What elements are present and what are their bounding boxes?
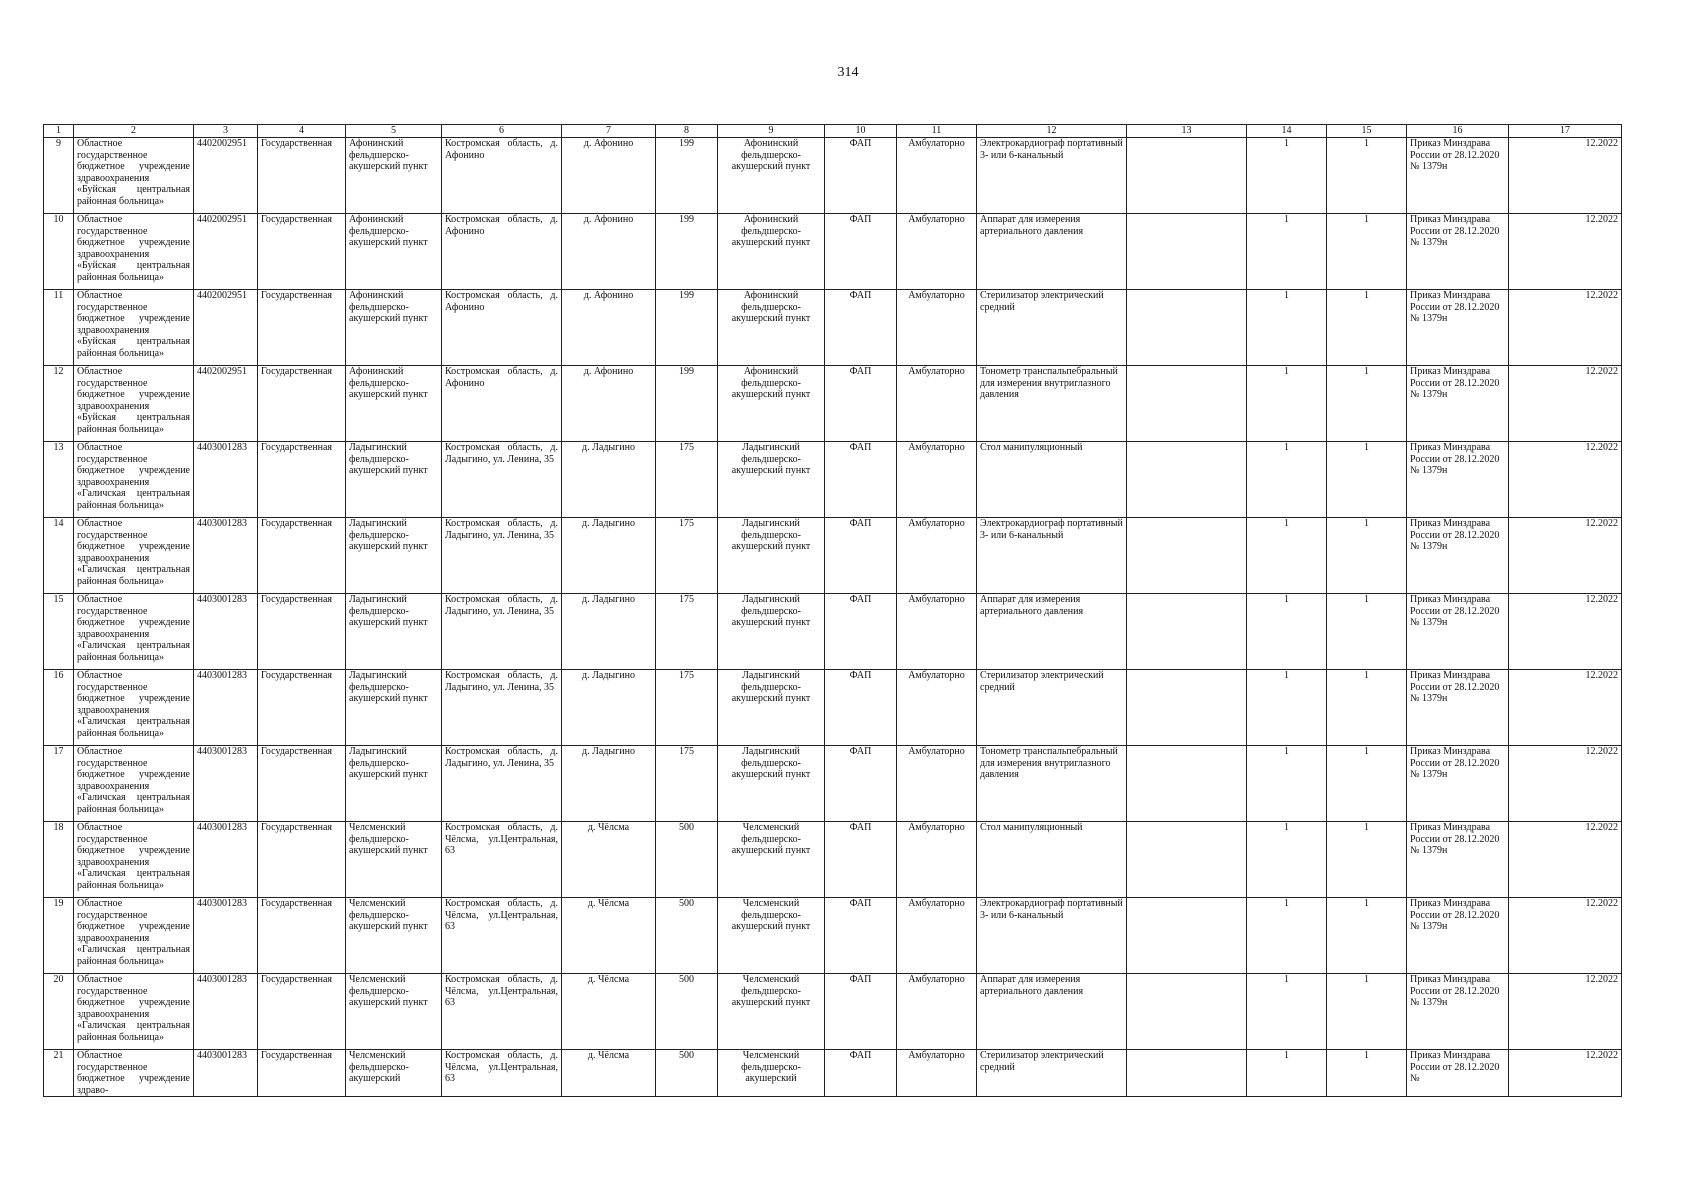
inn-cell: 4403001283: [194, 974, 258, 1050]
population-cell: 175: [656, 746, 718, 822]
date-cell: 12.2022: [1509, 822, 1622, 898]
column-13-cell: [1127, 442, 1247, 518]
table-row: [44, 138, 1622, 214]
ownership-cell: Государственная: [258, 138, 346, 214]
row-number-cell: 21: [44, 1050, 74, 1097]
locality-cell: д. Чёлсма: [562, 1050, 656, 1097]
facility-cell: Ладыгинский фельдшерско-акушерский пункт: [718, 670, 825, 746]
care-form-cell: Амбулаторно: [897, 518, 977, 594]
ownership-cell: Государственная: [258, 290, 346, 366]
locality-cell: д. Ладыгино: [562, 594, 656, 670]
date-cell: 12.2022: [1509, 442, 1622, 518]
quantity-cell: 1: [1247, 518, 1327, 594]
locality-cell: д. Ладыгино: [562, 518, 656, 594]
address-cell: Костромская область, д. Ладыгино, ул. Ленина, 35: [442, 746, 562, 822]
facility-type-cell: ФАП: [825, 670, 897, 746]
date-cell: 12.2022: [1509, 290, 1622, 366]
facility-type-cell: ФАП: [825, 518, 897, 594]
ownership-cell: Государственная: [258, 366, 346, 442]
care-form-cell: Амбулаторно: [897, 138, 977, 214]
locality-cell: д. Афонино: [562, 138, 656, 214]
ownership-cell: Государственная: [258, 974, 346, 1050]
locality-cell: д. Чёлсма: [562, 974, 656, 1050]
care-form-cell: Амбулаторно: [897, 442, 977, 518]
column-header: 14: [1247, 125, 1327, 138]
address-cell: Костромская область, д. Афонино: [442, 290, 562, 366]
row-number-cell: 9: [44, 138, 74, 214]
quantity-cell: 1: [1327, 670, 1407, 746]
equipment-cell: Аппарат для измерения артериального давления: [977, 974, 1127, 1050]
column-header: 11: [897, 125, 977, 138]
ownership-cell: Государственная: [258, 594, 346, 670]
unit-name-cell: Афонинский фельдшерско-акушерский пункт: [346, 214, 442, 290]
facility-type-cell: ФАП: [825, 898, 897, 974]
locality-cell: д. Ладыгино: [562, 670, 656, 746]
organization-cell: Областное государственное бюджетное учреждение здравоохранения «Галичская центральная районная больница»: [74, 974, 194, 1050]
locality-cell: д. Афонино: [562, 214, 656, 290]
ownership-cell: Государственная: [258, 1050, 346, 1097]
ownership-cell: Государственная: [258, 214, 346, 290]
row-number-cell: 10: [44, 214, 74, 290]
equipment-cell: Тонометр транспальпебральный для измерения внутриглазного давления: [977, 366, 1127, 442]
population-cell: 175: [656, 518, 718, 594]
inn-cell: 4403001283: [194, 746, 258, 822]
quantity-cell: 1: [1247, 746, 1327, 822]
column-13-cell: [1127, 594, 1247, 670]
care-form-cell: Амбулаторно: [897, 214, 977, 290]
column-13-cell: [1127, 822, 1247, 898]
facility-type-cell: ФАП: [825, 1050, 897, 1097]
ownership-cell: Государственная: [258, 670, 346, 746]
equipment-cell: Аппарат для измерения артериального давления: [977, 594, 1127, 670]
organization-cell: Областное государственное бюджетное учреждение здравоохранения «Галичская центральная районная больница»: [74, 898, 194, 974]
facility-cell: Афонинский фельдшерско-акушерский пункт: [718, 138, 825, 214]
registry-body: [44, 138, 1622, 1097]
facility-cell: Ладыгинский фельдшерско-акушерский пункт: [718, 594, 825, 670]
date-cell: 12.2022: [1509, 1050, 1622, 1097]
quantity-cell: 1: [1327, 442, 1407, 518]
inn-cell: 4402002951: [194, 214, 258, 290]
inn-cell: 4403001283: [194, 594, 258, 670]
facility-type-cell: ФАП: [825, 974, 897, 1050]
unit-name-cell: Ладыгинский фельдшерско-акушерский пункт: [346, 594, 442, 670]
population-cell: 500: [656, 822, 718, 898]
row-number-cell: 20: [44, 974, 74, 1050]
locality-cell: д. Ладыгино: [562, 442, 656, 518]
facility-cell: Афонинский фельдшерско-акушерский пункт: [718, 290, 825, 366]
quantity-cell: 1: [1327, 518, 1407, 594]
column-13-cell: [1127, 366, 1247, 442]
unit-name-cell: Ладыгинский фельдшерско-акушерский пункт: [346, 518, 442, 594]
ownership-cell: Государственная: [258, 746, 346, 822]
date-cell: 12.2022: [1509, 366, 1622, 442]
table-row: [44, 898, 1622, 974]
column-13-cell: [1127, 290, 1247, 366]
quantity-cell: 1: [1327, 746, 1407, 822]
date-cell: 12.2022: [1509, 974, 1622, 1050]
facility-cell: Ладыгинский фельдшерско-акушерский пункт: [718, 442, 825, 518]
inn-cell: 4402002951: [194, 366, 258, 442]
ownership-cell: Государственная: [258, 822, 346, 898]
organization-cell: Областное государственное бюджетное учреждение здраво-: [74, 1050, 194, 1097]
row-number-cell: 13: [44, 442, 74, 518]
quantity-cell: 1: [1247, 1050, 1327, 1097]
care-form-cell: Амбулаторно: [897, 366, 977, 442]
ownership-cell: Государственная: [258, 518, 346, 594]
locality-cell: д. Ладыгино: [562, 746, 656, 822]
unit-name-cell: Ладыгинский фельдшерско-акушерский пункт: [346, 746, 442, 822]
locality-cell: д. Чёлсма: [562, 898, 656, 974]
quantity-cell: 1: [1247, 822, 1327, 898]
facility-cell: Афонинский фельдшерско-акушерский пункт: [718, 366, 825, 442]
unit-name-cell: Челсменский фельдшерско-акушерский: [346, 1050, 442, 1097]
row-number-cell: 15: [44, 594, 74, 670]
unit-name-cell: Афонинский фельдшерско-акушерский пункт: [346, 366, 442, 442]
care-form-cell: Амбулаторно: [897, 670, 977, 746]
organization-cell: Областное государственное бюджетное учреждение здравоохранения «Буйская центральная районная больница»: [74, 290, 194, 366]
facility-type-cell: ФАП: [825, 594, 897, 670]
order-reference-cell: Приказ Минздрава России от 28.12.2020 № 1379н: [1407, 442, 1509, 518]
column-header: 3: [194, 125, 258, 138]
quantity-cell: 1: [1327, 898, 1407, 974]
quantity-cell: 1: [1247, 366, 1327, 442]
order-reference-cell: Приказ Минздрава России от 28.12.2020 № 1379н: [1407, 670, 1509, 746]
table-row: [44, 746, 1622, 822]
date-cell: 12.2022: [1509, 898, 1622, 974]
column-header: 7: [562, 125, 656, 138]
address-cell: Костромская область, д. Ладыгино, ул. Ленина, 35: [442, 518, 562, 594]
care-form-cell: Амбулаторно: [897, 974, 977, 1050]
facility-type-cell: ФАП: [825, 138, 897, 214]
order-reference-cell: Приказ Минздрава России от 28.12.2020 № 1379н: [1407, 138, 1509, 214]
facility-cell: Ладыгинский фельдшерско-акушерский пункт: [718, 746, 825, 822]
unit-name-cell: Афонинский фельдшерско-акушерский пункт: [346, 290, 442, 366]
unit-name-cell: Ладыгинский фельдшерско-акушерский пункт: [346, 442, 442, 518]
column-13-cell: [1127, 1050, 1247, 1097]
population-cell: 199: [656, 290, 718, 366]
column-13-cell: [1127, 898, 1247, 974]
unit-name-cell: Челсменский фельдшерско-акушерский пункт: [346, 974, 442, 1050]
column-13-cell: [1127, 670, 1247, 746]
population-cell: 199: [656, 366, 718, 442]
unit-name-cell: Челсменский фельдшерско-акушерский пункт: [346, 822, 442, 898]
order-reference-cell: Приказ Минздрава России от 28.12.2020 № 1379н: [1407, 594, 1509, 670]
table-row: [44, 974, 1622, 1050]
population-cell: 199: [656, 138, 718, 214]
organization-cell: Областное государственное бюджетное учреждение здравоохранения «Галичская центральная районная больница»: [74, 822, 194, 898]
facility-type-cell: ФАП: [825, 214, 897, 290]
table-row: [44, 594, 1622, 670]
inn-cell: 4402002951: [194, 138, 258, 214]
equipment-cell: Тонометр транспальпебральный для измерения внутриглазного давления: [977, 746, 1127, 822]
locality-cell: д. Афонино: [562, 366, 656, 442]
table-row: [44, 442, 1622, 518]
row-number-cell: 16: [44, 670, 74, 746]
quantity-cell: 1: [1247, 594, 1327, 670]
address-cell: Костромская область, д. Чёлсма, ул.Центральная, 63: [442, 898, 562, 974]
address-cell: Костромская область, д. Ладыгино, ул. Ленина, 35: [442, 442, 562, 518]
date-cell: 12.2022: [1509, 138, 1622, 214]
address-cell: Костромская область, д. Ладыгино, ул. Ленина, 35: [442, 594, 562, 670]
unit-name-cell: Афонинский фельдшерско-акушерский пункт: [346, 138, 442, 214]
table-row: [44, 822, 1622, 898]
population-cell: 175: [656, 442, 718, 518]
facility-type-cell: ФАП: [825, 442, 897, 518]
care-form-cell: Амбулаторно: [897, 1050, 977, 1097]
row-number-cell: 19: [44, 898, 74, 974]
column-header: 1: [44, 125, 74, 138]
quantity-cell: 1: [1327, 822, 1407, 898]
organization-cell: Областное государственное бюджетное учреждение здравоохранения «Буйская центральная районная больница»: [74, 138, 194, 214]
organization-cell: Областное государственное бюджетное учреждение здравоохранения «Буйская центральная районная больница»: [74, 214, 194, 290]
address-cell: Костромская область, д. Афонино: [442, 214, 562, 290]
ownership-cell: Государственная: [258, 898, 346, 974]
population-cell: 175: [656, 670, 718, 746]
equipment-cell: Стерилизатор электрический средний: [977, 1050, 1127, 1097]
quantity-cell: 1: [1327, 1050, 1407, 1097]
column-header: 10: [825, 125, 897, 138]
inn-cell: 4403001283: [194, 518, 258, 594]
quantity-cell: 1: [1247, 670, 1327, 746]
quantity-cell: 1: [1327, 214, 1407, 290]
order-reference-cell: Приказ Минздрава России от 28.12.2020 № 1379н: [1407, 518, 1509, 594]
table-row: [44, 214, 1622, 290]
order-reference-cell: Приказ Минздрава России от 28.12.2020 № 1379н: [1407, 974, 1509, 1050]
row-number-cell: 17: [44, 746, 74, 822]
order-reference-cell: Приказ Минздрава России от 28.12.2020 № 1379н: [1407, 214, 1509, 290]
facility-cell: Челсменский фельдшерско-акушерский пункт: [718, 822, 825, 898]
order-reference-cell: Приказ Минздрава России от 28.12.2020 № 1379н: [1407, 366, 1509, 442]
column-header: 2: [74, 125, 194, 138]
quantity-cell: 1: [1327, 594, 1407, 670]
organization-cell: Областное государственное бюджетное учреждение здравоохранения «Галичская центральная районная больница»: [74, 442, 194, 518]
date-cell: 12.2022: [1509, 214, 1622, 290]
equipment-cell: Стол манипуляционный: [977, 442, 1127, 518]
column-13-cell: [1127, 974, 1247, 1050]
facility-cell: Челсменский фельдшерско-акушерский: [718, 1050, 825, 1097]
quantity-cell: 1: [1327, 366, 1407, 442]
table-row: [44, 518, 1622, 594]
care-form-cell: Амбулаторно: [897, 822, 977, 898]
quantity-cell: 1: [1327, 290, 1407, 366]
table-row: [44, 670, 1622, 746]
care-form-cell: Амбулаторно: [897, 898, 977, 974]
row-number-cell: 18: [44, 822, 74, 898]
inn-cell: 4402002951: [194, 290, 258, 366]
order-reference-cell: Приказ Минздрава России от 28.12.2020 № 1379н: [1407, 746, 1509, 822]
equipment-cell: Электрокардиограф портативный 3- или 6-канальный: [977, 138, 1127, 214]
quantity-cell: 1: [1247, 214, 1327, 290]
date-cell: 12.2022: [1509, 594, 1622, 670]
address-cell: Костромская область, д. Ладыгино, ул. Ленина, 35: [442, 670, 562, 746]
address-cell: Костромская область, д. Чёлсма, ул.Центральная, 63: [442, 822, 562, 898]
population-cell: 199: [656, 214, 718, 290]
order-reference-cell: Приказ Минздрава России от 28.12.2020 № 1379н: [1407, 822, 1509, 898]
population-cell: 175: [656, 594, 718, 670]
inn-cell: 4403001283: [194, 822, 258, 898]
equipment-registry-table: [43, 124, 1622, 1097]
quantity-cell: 1: [1247, 138, 1327, 214]
unit-name-cell: Ладыгинский фельдшерско-акушерский пункт: [346, 670, 442, 746]
order-reference-cell: Приказ Минздрава России от 28.12.2020 №: [1407, 1050, 1509, 1097]
column-13-cell: [1127, 214, 1247, 290]
population-cell: 500: [656, 974, 718, 1050]
population-cell: 500: [656, 898, 718, 974]
quantity-cell: 1: [1247, 974, 1327, 1050]
column-header: 6: [442, 125, 562, 138]
order-reference-cell: Приказ Минздрава России от 28.12.2020 № 1379н: [1407, 898, 1509, 974]
column-header: 12: [977, 125, 1127, 138]
unit-name-cell: Челсменский фельдшерско-акушерский пункт: [346, 898, 442, 974]
column-header: 16: [1407, 125, 1509, 138]
column-number-header-row: [44, 125, 1622, 138]
equipment-cell: Электрокардиограф портативный 3- или 6-канальный: [977, 518, 1127, 594]
column-header: 13: [1127, 125, 1247, 138]
inn-cell: 4403001283: [194, 670, 258, 746]
locality-cell: д. Афонино: [562, 290, 656, 366]
equipment-cell: Стерилизатор электрический средний: [977, 290, 1127, 366]
column-header: 8: [656, 125, 718, 138]
inn-cell: 4403001283: [194, 1050, 258, 1097]
equipment-cell: Аппарат для измерения артериального давления: [977, 214, 1127, 290]
inn-cell: 4403001283: [194, 442, 258, 518]
facility-cell: Челсменский фельдшерско-акушерский пункт: [718, 974, 825, 1050]
organization-cell: Областное государственное бюджетное учреждение здравоохранения «Галичская центральная районная больница»: [74, 670, 194, 746]
column-header: 5: [346, 125, 442, 138]
quantity-cell: 1: [1327, 138, 1407, 214]
facility-cell: Афонинский фельдшерско-акушерский пункт: [718, 214, 825, 290]
equipment-cell: Электрокардиограф портативный 3- или 6-канальный: [977, 898, 1127, 974]
facility-type-cell: ФАП: [825, 366, 897, 442]
quantity-cell: 1: [1327, 974, 1407, 1050]
column-header: 17: [1509, 125, 1622, 138]
row-number-cell: 12: [44, 366, 74, 442]
locality-cell: д. Чёлсма: [562, 822, 656, 898]
care-form-cell: Амбулаторно: [897, 746, 977, 822]
facility-type-cell: ФАП: [825, 746, 897, 822]
column-13-cell: [1127, 138, 1247, 214]
organization-cell: Областное государственное бюджетное учреждение здравоохранения «Галичская центральная районная больница»: [74, 594, 194, 670]
date-cell: 12.2022: [1509, 670, 1622, 746]
page-number: 314: [837, 65, 859, 80]
table-row: [44, 1050, 1622, 1097]
equipment-cell: Стерилизатор электрический средний: [977, 670, 1127, 746]
address-cell: Костромская область, д. Чёлсма, ул.Центральная, 63: [442, 974, 562, 1050]
population-cell: 500: [656, 1050, 718, 1097]
quantity-cell: 1: [1247, 898, 1327, 974]
facility-cell: Ладыгинский фельдшерско-акушерский пункт: [718, 518, 825, 594]
care-form-cell: Амбулаторно: [897, 594, 977, 670]
organization-cell: Областное государственное бюджетное учреждение здравоохранения «Галичская центральная районная больница»: [74, 518, 194, 594]
address-cell: Костромская область, д. Афонино: [442, 138, 562, 214]
column-13-cell: [1127, 746, 1247, 822]
quantity-cell: 1: [1247, 290, 1327, 366]
order-reference-cell: Приказ Минздрава России от 28.12.2020 № 1379н: [1407, 290, 1509, 366]
date-cell: 12.2022: [1509, 746, 1622, 822]
table-row: [44, 366, 1622, 442]
organization-cell: Областное государственное бюджетное учреждение здравоохранения «Галичская центральная районная больница»: [74, 746, 194, 822]
care-form-cell: Амбулаторно: [897, 290, 977, 366]
date-cell: 12.2022: [1509, 518, 1622, 594]
row-number-cell: 11: [44, 290, 74, 366]
facility-cell: Челсменский фельдшерско-акушерский пункт: [718, 898, 825, 974]
column-header: 4: [258, 125, 346, 138]
quantity-cell: 1: [1247, 442, 1327, 518]
column-header: 15: [1327, 125, 1407, 138]
address-cell: Костромская область, д. Чёлсма, ул.Центральная, 63: [442, 1050, 562, 1097]
row-number-cell: 14: [44, 518, 74, 594]
column-header: 9: [718, 125, 825, 138]
column-13-cell: [1127, 518, 1247, 594]
organization-cell: Областное государственное бюджетное учреждение здравоохранения «Буйская центральная районная больница»: [74, 366, 194, 442]
ownership-cell: Государственная: [258, 442, 346, 518]
inn-cell: 4403001283: [194, 898, 258, 974]
address-cell: Костромская область, д. Афонино: [442, 366, 562, 442]
facility-type-cell: ФАП: [825, 290, 897, 366]
table-row: [44, 290, 1622, 366]
equipment-cell: Стол манипуляционный: [977, 822, 1127, 898]
facility-type-cell: ФАП: [825, 822, 897, 898]
